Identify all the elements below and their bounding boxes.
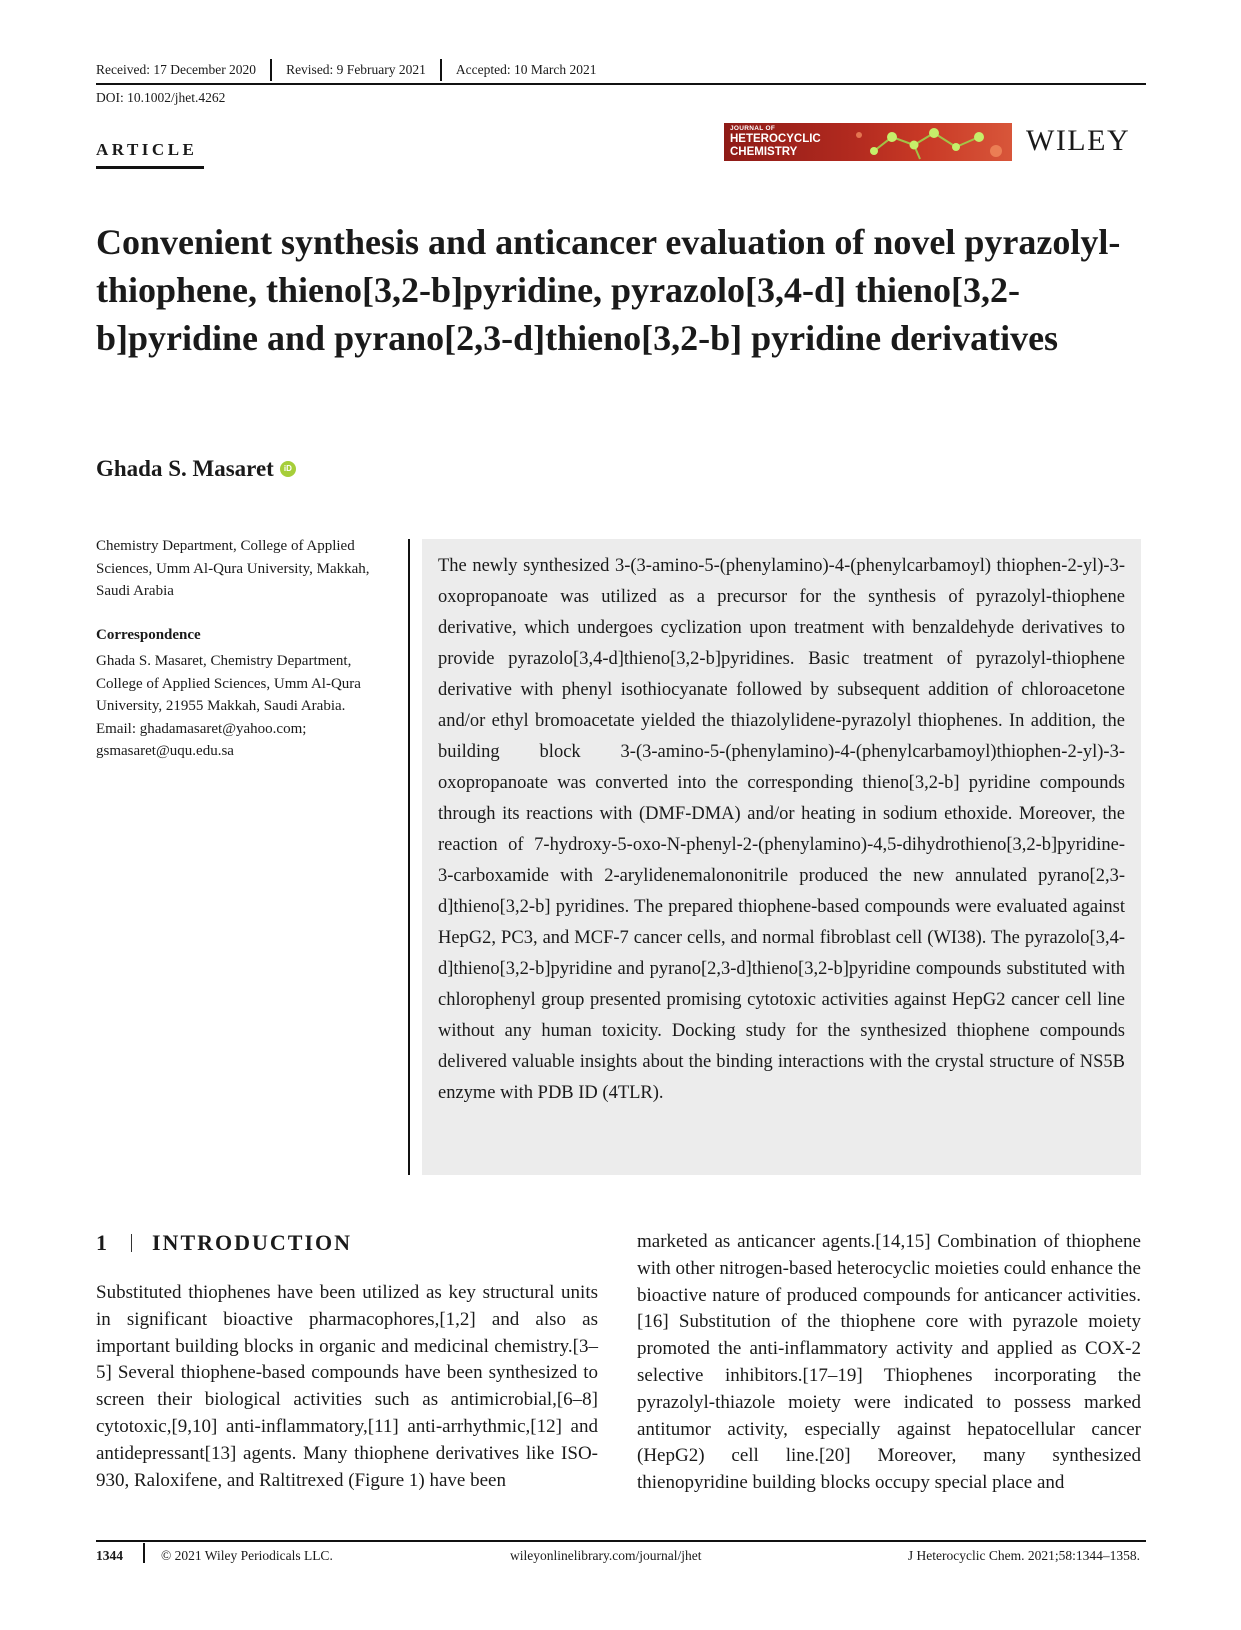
section-heading-introduction xyxy=(96,1230,352,1256)
journal-url[interactable]: wileyonlinelibrary.com/journal/jhet xyxy=(510,1548,702,1563)
revised-date: Revised: 9 February 2021 xyxy=(286,62,426,77)
doi[interactable]: DOI: 10.1002/jhet.4262 xyxy=(96,90,226,105)
abstract-box xyxy=(422,539,1141,1175)
section-title: INTRODUCTION xyxy=(152,1230,353,1255)
abstract-text: The newly synthesized 3-(3-amino-5-(phenylamino)-4-(phenylcarbamoyl) thiophen-2-yl)-3-oxopropanoate was utilized as a precursor for the synthesis of pyrazolyl-thiophene derivative, which undergoes cyclization upon treatment with benzaldehyde derivatives to provide pyrazolo[3,4-d]thieno[3,2-b]pyridines. Basic treatment of pyrazolyl-thiophene derivative with phenyl isothiocyanate followed by subsequent addition of chloroacetone and/or ethyl bromoacetate yielded the thiazolylidene-pyrazolyl thiophenes. In addition, the building block 3-(3-amino-5-(phenylamino)-4-(phenylcarbamoyl)thiophen-2-yl)-3-oxopropanoate was converted into the corresponding thieno[3,2-b] pyridine compounds through its reactions with (DMF-DMA) and/or heating in sodium ethoxide. Moreover, the reaction of 7-hydroxy-5-oxo-N-phenyl-2-(phenylamino)-4,5-dihydrothieno[3,2-b]pyridine-3-carboxamide with 2-arylidenemalononitrile produced the new annulated pyrano[2,3-d]thieno[3,2-b] pyridines. The prepared thiophene-based compounds were evaluated against HepG2, PC3, and MCF-7 cancer cells, and normal fibroblast cell (WI38). The pyrazolo[3,4-d]thieno[3,2-b]pyridine and pyrano[2,3-d]thieno[3,2-b]pyridine compounds substituted with chlorophenyl group presented promising cytotoxic activities against HepG2 cancer cell line without any human toxicity. Docking study for the synthesized thiophene compounds delivered valuable insights about the binding interactions with the crystal structure of NS5B enzyme with PDB ID (4TLR). xyxy=(438,556,1125,1103)
footer-divider xyxy=(143,1543,145,1563)
header-rule xyxy=(96,83,1146,85)
article-type-label: ARTICLE xyxy=(96,140,198,159)
received-date: Received: 17 December 2020 xyxy=(96,62,257,77)
copyright: © 2021 Wiley Periodicals LLC. xyxy=(161,1548,333,1563)
meta-divider xyxy=(270,59,272,81)
publisher-logo[interactable]: WILEY xyxy=(1026,124,1131,157)
journal-logo-banner[interactable] xyxy=(724,123,1012,161)
body-column-right: marketed as anticancer agents.[14,15] Combination of thiophene with other nitrogen-based heterocyclic moieties could enhance the bioactive nature of produced compounds for anticancer activities.[16] Substitution of the thiophene core with pyrazole moiety promoted the anti-inflammatory activity and applied as COX-2 selective inhibitors.[17–19] Thiophenes incorporating the pyrazolyl-thiazole moiety were indicated to possess marked antitumor activity, especially against hepatocellular cancer (HepG2) cell line.[20] Moreover, many synthesized thienopyridine building blocks occupy special place and xyxy=(637,1231,1141,1494)
journal-name-line1: JOURNAL OF xyxy=(730,125,776,132)
journal-name-line3: CHEMISTRY xyxy=(730,146,798,158)
affiliation: Chemistry Department, College of Applied Sciences, Umm Al-Qura University, Makkah, Saudi Arabia xyxy=(96,538,370,599)
article-history xyxy=(96,58,1146,82)
author-name[interactable]: Ghada S. Masaret xyxy=(96,456,274,481)
author-line xyxy=(96,456,296,482)
abstract-rule xyxy=(408,539,410,1175)
correspondence-heading: Correspondence xyxy=(96,627,201,643)
journal-citation: J Heterocyclic Chem. 2021;58:1344–1358. xyxy=(907,1548,1140,1563)
article-type-underline xyxy=(96,166,204,169)
page-number: 1344 xyxy=(96,1548,123,1563)
correspondence-address: Ghada S. Masaret, Chemistry Department, College of Applied Sciences, Umm Al-Qura University, 21955 Makkah, Saudi Arabia. xyxy=(96,653,361,714)
accepted-date: Accepted: 10 March 2021 xyxy=(455,62,597,77)
orcid-icon[interactable]: iD xyxy=(280,461,296,477)
correspondence-details xyxy=(96,650,396,763)
body-column-left: Substituted thiophenes have been utilized as key structural units in significant bioactive pharmacophores,[1,2] and also as important building blocks in organic and medicinal chemistry.[3–5] Several thiophene-based compounds have been synthesized to screen their biological activities such as antimicrobial,[6–8] cytotoxic,[9,10] anti-inflammatory,[11] anti-arrhythmic,[12] and antidepressant[13] agents. Many thiophene derivatives like ISO-930, Raloxifene, and Raltitrexed (Figure 1) have been xyxy=(96,1282,598,1491)
correspondence-email[interactable]: Email: ghadamasaret@yahoo.com; gsmasaret@uqu.edu.sa xyxy=(96,720,307,759)
meta-divider xyxy=(440,59,442,81)
journal-name-line2: HETEROCYCLIC xyxy=(730,133,821,145)
footer-rule xyxy=(96,1540,1146,1542)
section-divider xyxy=(131,1234,132,1252)
section-number: 1 xyxy=(96,1230,109,1255)
article-title: Convenient synthesis and anticancer evaluation of novel pyrazolyl-thiophene, thieno[3,2-b]pyridine, pyrazolo[3,4-d] thieno[3,2-b]pyridine and pyrano[2,3-d]thieno[3,2-b] pyridine derivatives xyxy=(96,222,1121,358)
